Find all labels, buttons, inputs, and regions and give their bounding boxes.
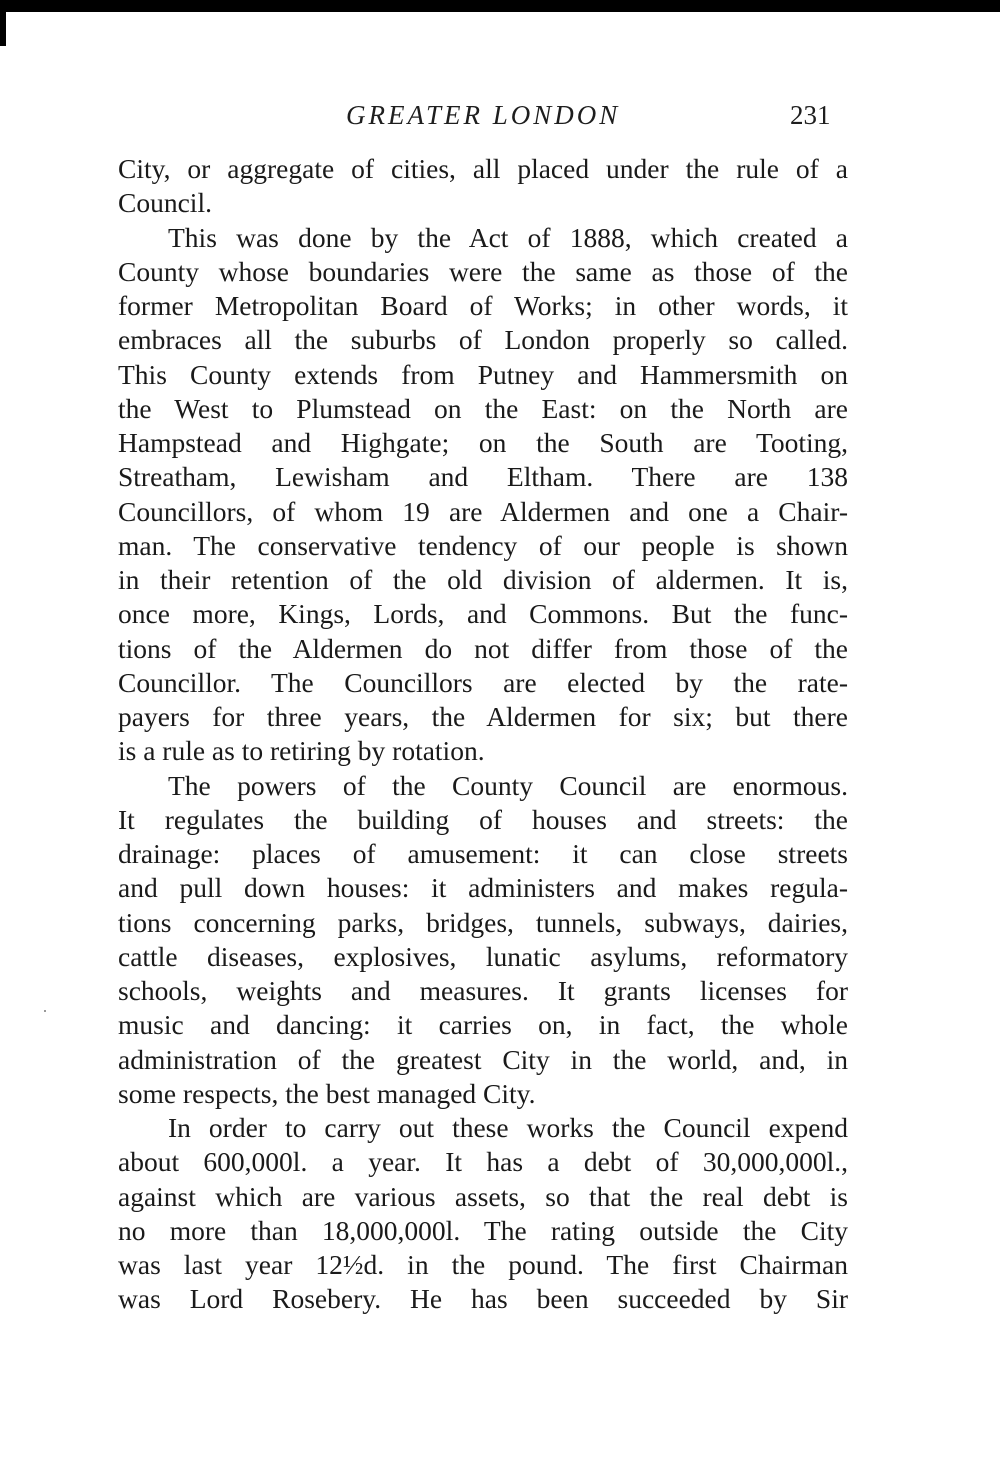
margin-speck [44, 1010, 46, 1012]
text-line: man. The conservative tendency of our people is shown [118, 529, 848, 561]
text-line: Councillors, of whom 19 are Aldermen and one a Chair- [118, 495, 848, 527]
text-line: schools, weights and measures. It grants licenses for [118, 975, 848, 1006]
text-line: about 600,000l. a year. It has a debt of 30,000,000l., [118, 1146, 848, 1178]
body-text [118, 152, 848, 1317]
top-border-corner [0, 12, 6, 46]
paragraph-1 [118, 152, 848, 221]
text-line: no more than 18,000,000l. The rating outside the City [118, 1214, 848, 1246]
paragraph-4 [118, 1111, 848, 1317]
text-line: music and dancing: it carries on, in fact, the whole [118, 1009, 848, 1041]
running-head-title: GREATER LONDON [346, 100, 621, 130]
text-line: Councillor. The Councillors are elected by the rate- [118, 666, 848, 698]
text-line: Streatham, Lewisham and Eltham. There are 138 [118, 461, 848, 493]
text-line: Council. [118, 187, 212, 219]
paragraph-2 [118, 221, 848, 769]
text-line: City, or aggregate of cities, all placed under the rule of a [118, 153, 848, 184]
text-line: This County extends from Putney and Hammersmith on [118, 358, 848, 390]
text-line: once more, Kings, Lords, and Commons. But the func- [118, 598, 848, 630]
top-border-rule [0, 0, 1000, 12]
text-line: embraces all the suburbs of London properly so called. [118, 324, 848, 356]
text-line: This was done by the Act of 1888, which created a [168, 221, 848, 253]
text-line: was Lord Rosebery. He has been succeeded by Sir [118, 1283, 848, 1315]
text-line: some respects, the best managed City. [118, 1077, 536, 1109]
paragraph-3 [118, 769, 848, 1112]
text-line: County whose boundaries were the same as those of the [118, 255, 848, 287]
text-line: and pull down houses: it administers and makes regula- [118, 872, 848, 904]
text-line: The powers of the County Council are enormous. [168, 769, 848, 801]
text-line: is a rule as to retiring by rotation. [118, 735, 485, 767]
text-line: former Metropolitan Board of Works; in other words, it [118, 290, 848, 321]
text-line: was last year 12½d. in the pound. The first Chairman [118, 1249, 848, 1280]
text-line: administration of the greatest City in the world, and, in [118, 1043, 848, 1075]
text-line: payers for three years, the Aldermen for six; but there [118, 701, 848, 732]
text-line: tions of the Aldermen do not differ from those of the [118, 632, 848, 664]
text-line: in their retention of the old division of aldermen. It is, [118, 564, 848, 595]
running-head [0, 100, 1000, 136]
text-line: against which are various assets, so that the real debt is [118, 1180, 848, 1212]
text-line: In order to carry out these works the Council expend [168, 1112, 848, 1143]
text-line: Hampstead and Highgate; on the South are Tooting, [118, 427, 848, 458]
text-line: cattle diseases, explosives, lunatic asylums, reformatory [118, 940, 848, 972]
text-line: It regulates the building of houses and streets: the [118, 803, 848, 835]
text-line: drainage: places of amusement: it can close streets [118, 838, 848, 869]
text-line: the West to Plumstead on the East: on the North are [118, 392, 848, 424]
page-number: 231 [790, 100, 831, 130]
text-line: tions concerning parks, bridges, tunnels, subways, dairies, [118, 906, 848, 938]
